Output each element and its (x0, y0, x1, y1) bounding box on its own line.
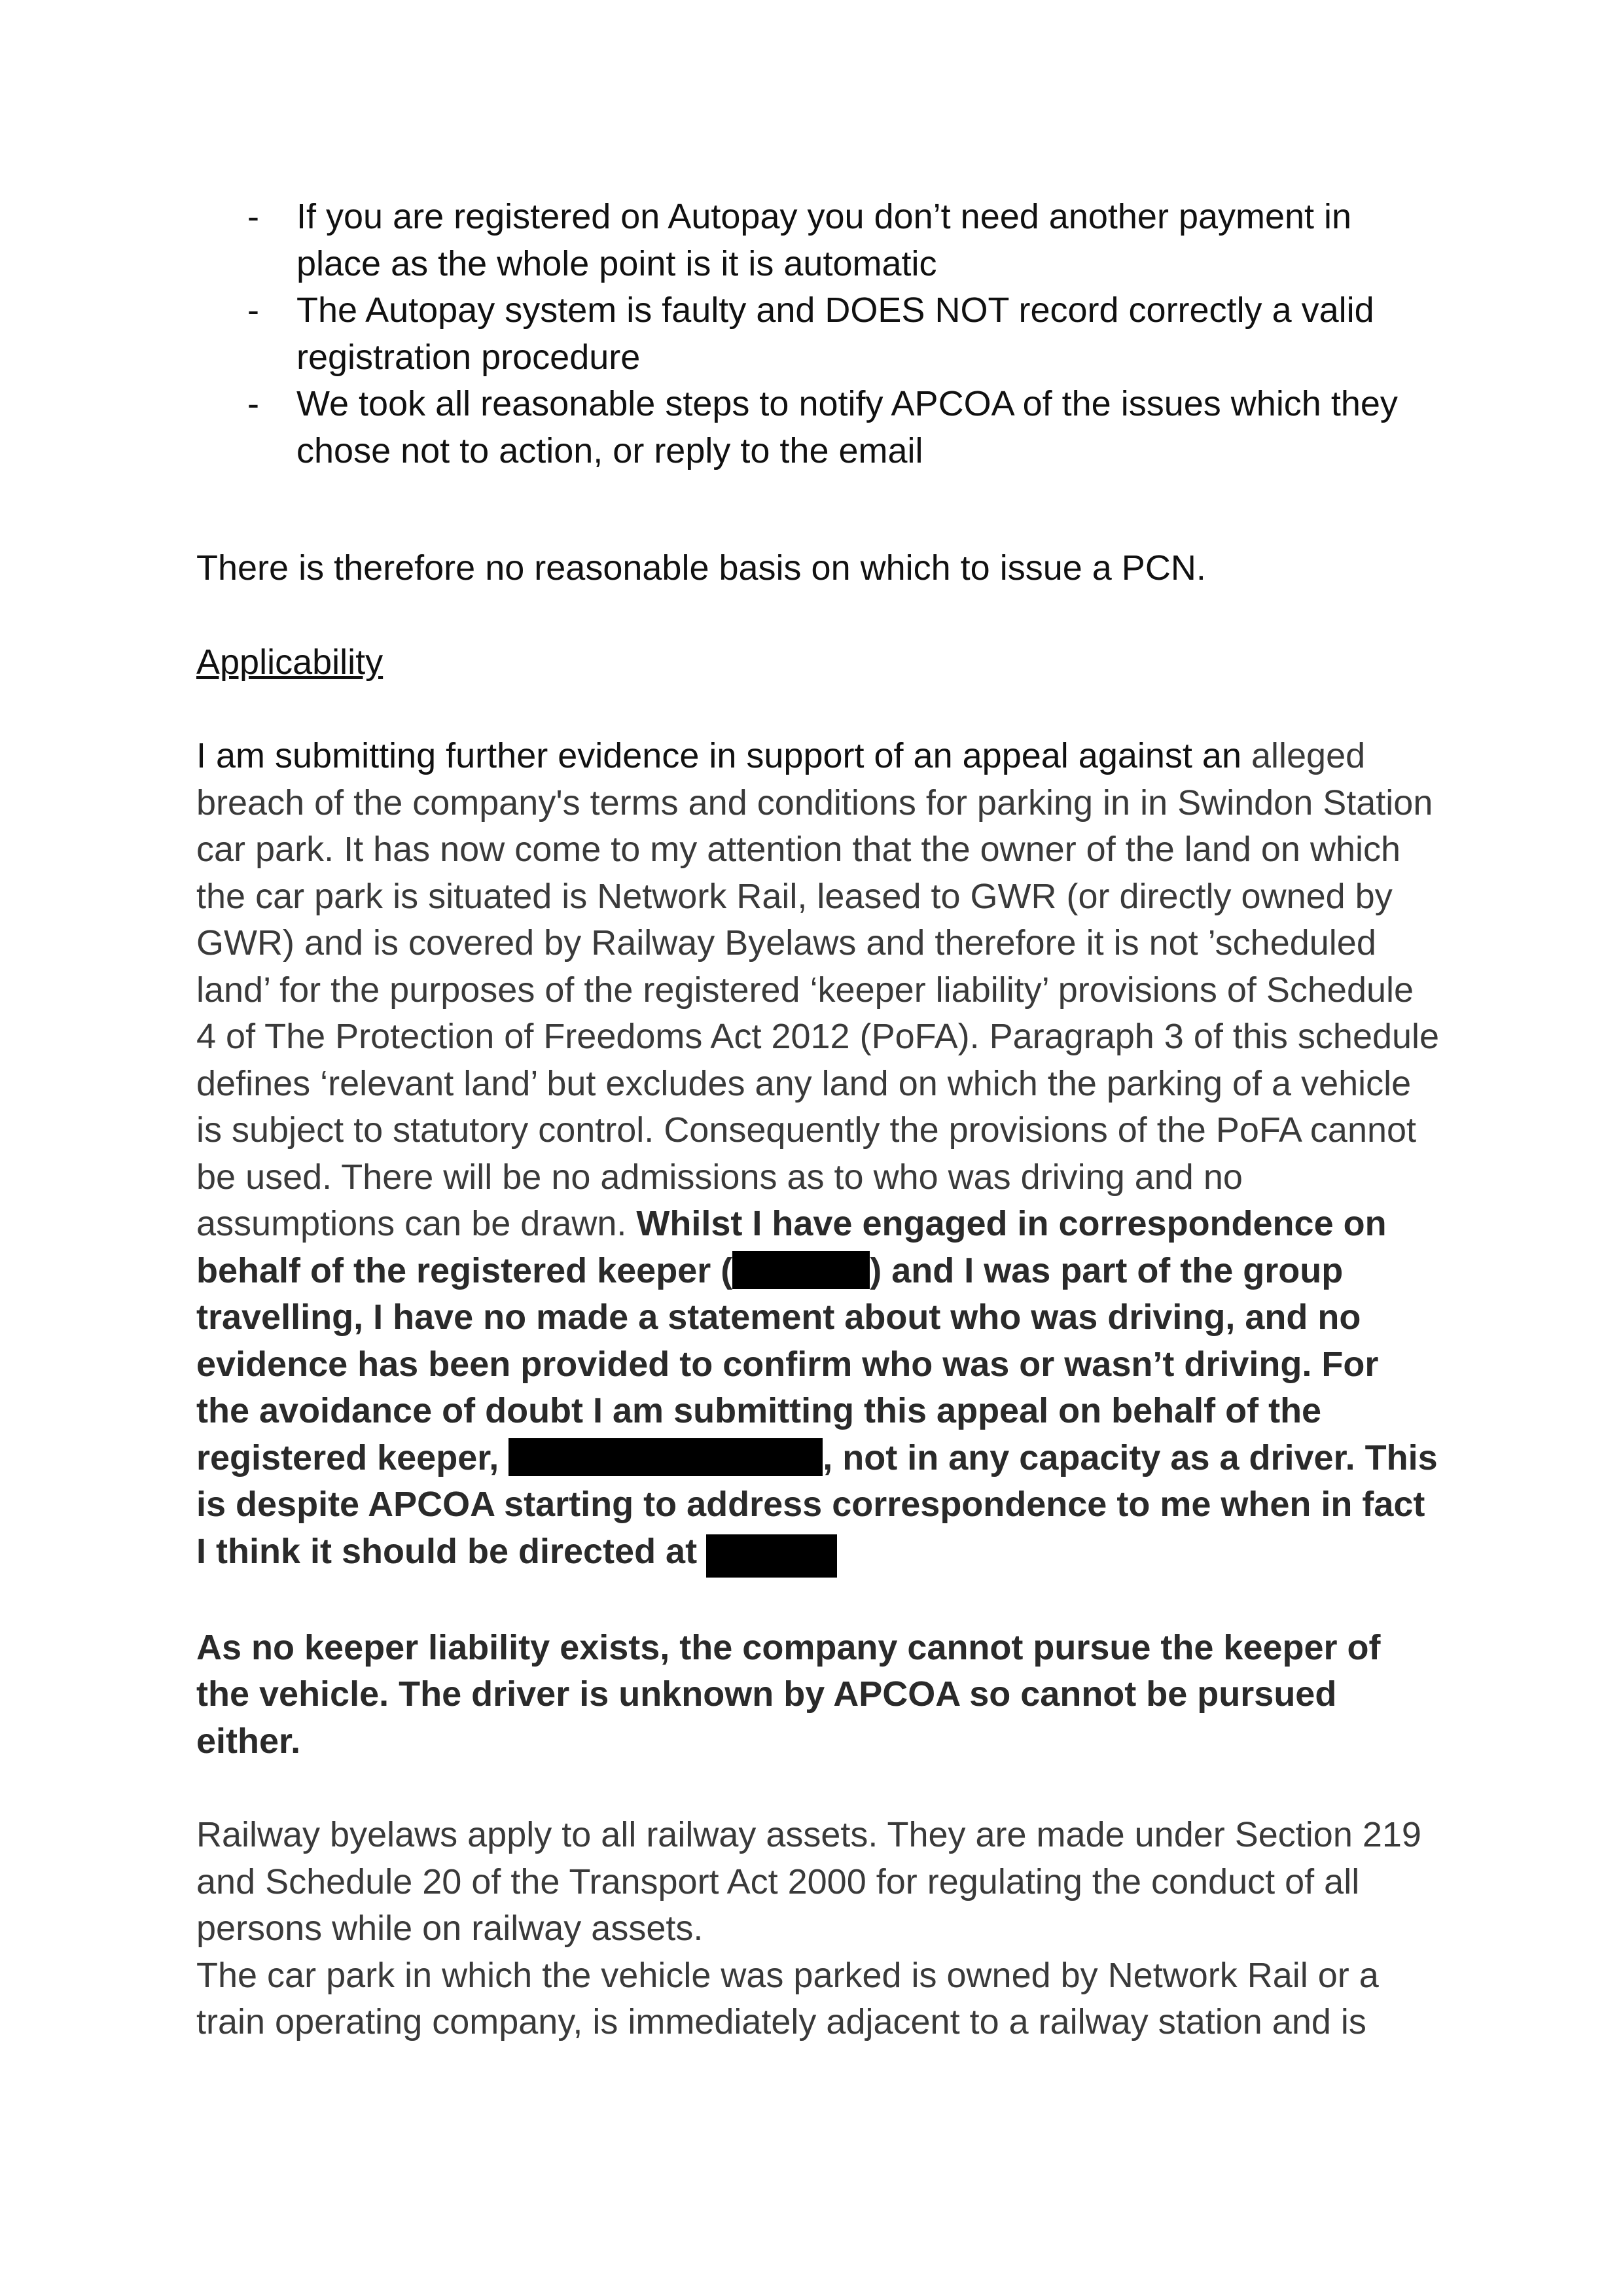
byelaws-paragraph: Railway byelaws apply to all railway assets. They are made under Section 219 and Schedule 20 of the Transport Act 2000 for regulating the conduct of all persons while on railway assets. (196, 1815, 1421, 1948)
redaction-box (732, 1251, 870, 1289)
applicability-paragraph (196, 733, 1440, 1578)
keeper-liability-paragraph: As no keeper liability exists, the company cannot pursue the keeper of the vehicle. The driver is unknown by APCOA so cannot be pursued either. (196, 1627, 1381, 1761)
bold-text-a: Whilst I have engaged in correspondence on behalf of the registered keeper ( (196, 1204, 1387, 1290)
bold-text-b: ) and I was part of the group travelling, I have no made a statement about who was driving, and no evidence has been provided to confirm who was or wasn’t driving. For the avoidance of doubt I am submitting this appeal on behalf of the registered keeper, (196, 1250, 1379, 1477)
bullet-text: We took all reasonable steps to notify APCOA of the issues which they chose not to action, or reply to the email (296, 384, 1398, 470)
bullet-marker: - (247, 384, 259, 423)
bullet-item (196, 381, 1440, 474)
bullet-list (196, 194, 1440, 474)
spacer (196, 474, 1440, 545)
bold-text-c: , not in any capacity as a driver. This is despite APCOA starting to address correspondence to me when in fact I think it should be directed at (196, 1438, 1438, 1571)
bullet-marker: - (247, 291, 259, 330)
car-park-paragraph: The car park in which the vehicle was parked is owned by Network Rail or a train operating company, is immediately adjacent to a railway station and is (196, 1955, 1379, 2041)
spacer (196, 1765, 1440, 1812)
paragraph-body-text: alleged breach of the company's terms and conditions for parking in in Swindon Station car park. It has now come to my attention that the owner of the land on which the car park is situated is Network Rail, leased to GWR (or directly owned by GWR) and is covered by Railway Byelaws and therefore it is not ’scheduled land’ for the purposes of the registered ‘keeper liability’ provisions of Schedule 4 of The Protection of Freedoms Act 2012 (PoFA). Paragraph 3 of this schedule defines ‘relevant land’ but excludes any land on which the parking of a vehicle is subject to statutory control. Consequently the provisions of the PoFA cannot be used. There will be no admissions as to who was driving and no assumptions can be drawn. (196, 736, 1440, 1243)
bullet-text: If you are registered on Autopay you don’t need another payment in place as the whole point is it is automatic (296, 197, 1352, 283)
section-heading: Applicability (196, 642, 383, 682)
spacer (196, 592, 1440, 639)
bullet-item (196, 194, 1440, 287)
redaction-box (706, 1534, 837, 1578)
conclusion-paragraph: There is therefore no reasonable basis on which to issue a PCN. (196, 548, 1206, 588)
paragraph-lead-text: I am submitting further evidence in support of an appeal against an (196, 736, 1241, 775)
spacer (196, 1578, 1440, 1625)
spacer (196, 686, 1440, 733)
bullet-marker: - (247, 197, 259, 236)
document-page (196, 194, 1440, 2046)
redaction-box (508, 1438, 823, 1476)
bullet-text: The Autopay system is faulty and DOES NOT record correctly a valid registration procedure (296, 291, 1374, 377)
bullet-item (196, 287, 1440, 381)
